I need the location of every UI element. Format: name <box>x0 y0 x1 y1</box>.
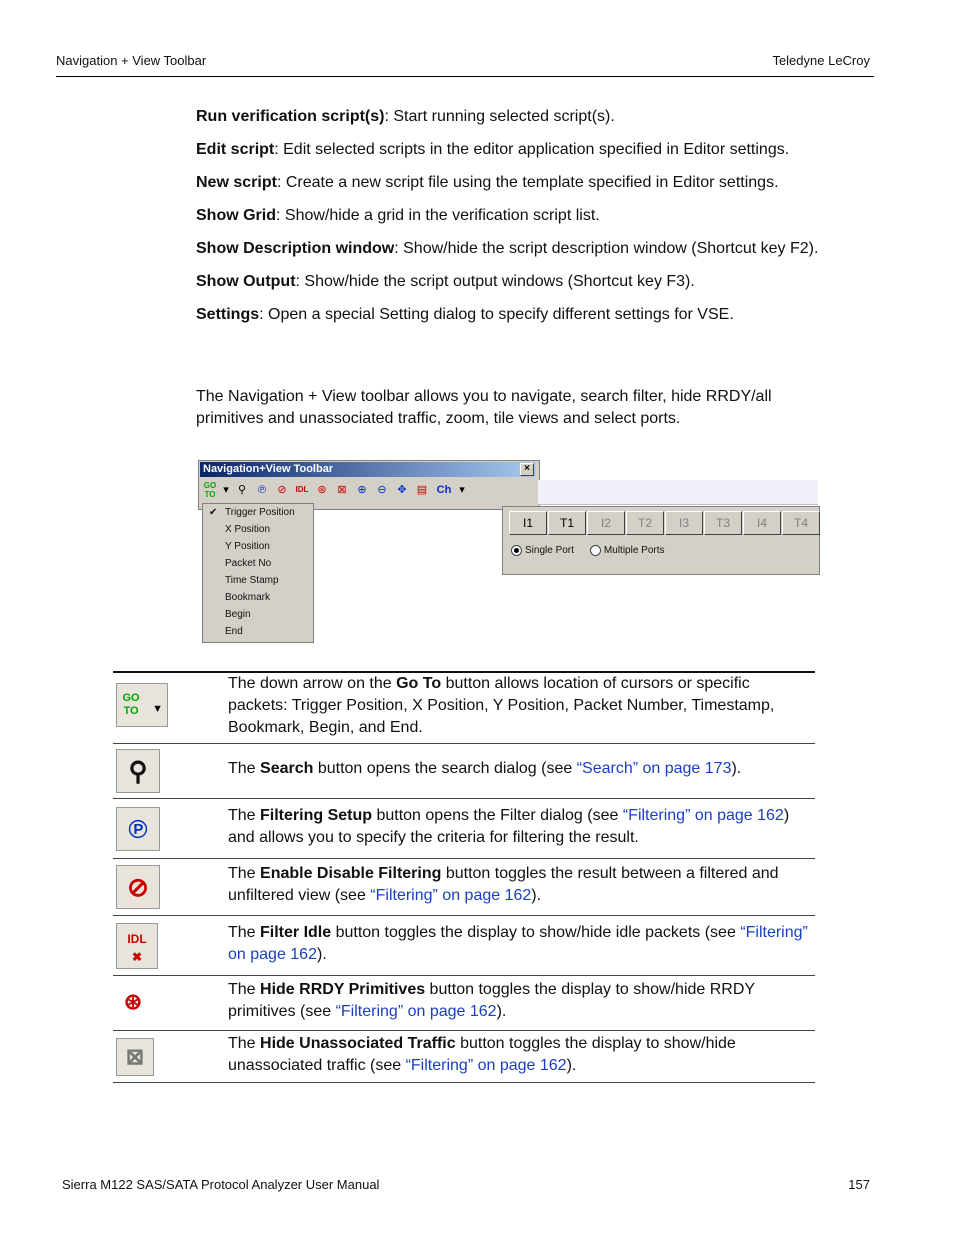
filter-idle-icon[interactable]: IDL <box>295 485 309 494</box>
filtering-link[interactable]: “Filtering” on page 162 <box>370 887 532 904</box>
header-section-title: Navigation + View Toolbar <box>56 53 207 68</box>
menu-item-end[interactable]: End <box>225 626 243 637</box>
port-mode-radios <box>511 545 665 556</box>
filtering-link[interactable]: “Filtering” on page 162 <box>228 923 808 963</box>
hide-unassociated-icon[interactable]: ⊠ <box>337 484 347 496</box>
filter-setup-icon[interactable]: ℗ <box>257 484 267 496</box>
chevron-down-icon[interactable]: ▾ <box>459 484 465 496</box>
page-number: 157 <box>848 1177 870 1192</box>
single-port-radio[interactable]: Single Port <box>511 545 574 556</box>
chevron-down-icon[interactable]: ▾ <box>223 484 229 496</box>
filter-setup-icon: ℗ <box>116 807 160 851</box>
menu-item-packet-no[interactable]: Packet No <box>225 558 272 569</box>
definition-item: Settings: Open a special Setting dialog to specify different settings for VSE. <box>196 306 734 323</box>
zoom-in-icon[interactable]: ⊕ <box>357 484 367 496</box>
port-button[interactable]: T2 <box>626 511 664 535</box>
port-button[interactable]: I2 <box>587 511 625 535</box>
chevron-down-icon: ▼ <box>152 702 163 715</box>
menu-item-y-position[interactable]: Y Position <box>225 541 270 552</box>
port-button[interactable]: I3 <box>665 511 703 535</box>
hide-rrdy-icon: ⊛ <box>116 984 150 1022</box>
filtering-link[interactable]: “Filtering” on page 162 <box>622 806 784 824</box>
port-button[interactable]: I4 <box>743 511 781 535</box>
toolbar-buttons <box>201 481 467 503</box>
table-row: IDL ✖ The Filter Idle button toggles the display to show/hide idle packets (see “Filtering” on page 162). <box>113 916 815 976</box>
port-button[interactable]: T4 <box>782 511 820 535</box>
toolbar-titlebar: Navigation+View Toolbar × <box>200 462 536 477</box>
goto-icon[interactable]: GO TO <box>203 481 217 499</box>
table-row: GO TO ▼ The down arrow on the Go To button allows location of cursors or specific packets: Trigger Position, X Position, Y Position, Packet Number, Timestamp, Bookmark, Begin, and End. <box>113 672 815 744</box>
menu-item-time-stamp[interactable]: Time Stamp <box>225 575 279 586</box>
tile-views-icon[interactable]: ▤ <box>416 484 428 496</box>
hide-unassociated-icon: ⊠ <box>116 1038 154 1076</box>
page-footer <box>62 1177 870 1192</box>
hide-rrdy-icon[interactable]: ⊛ <box>317 484 327 496</box>
goto-icon: GO TO ▼ <box>116 683 168 727</box>
button-description-table <box>113 671 815 1083</box>
toolbar-extension <box>538 480 818 505</box>
menu-item-x-position[interactable]: X Position <box>225 524 271 535</box>
filtering-link[interactable]: “Filtering” on page 162 <box>335 1003 497 1020</box>
port-button[interactable]: T3 <box>704 511 742 535</box>
menu-item-bookmark[interactable]: Bookmark <box>225 592 271 603</box>
zoom-out-icon[interactable]: ⊖ <box>377 484 387 496</box>
header-company: Teledyne LeCroy <box>772 53 870 68</box>
port-button[interactable]: T1 <box>548 511 586 535</box>
page-header <box>56 52 874 77</box>
toolbar-screenshot <box>198 460 820 644</box>
filter-toggle-icon: ⊘ <box>116 865 160 909</box>
port-buttons <box>509 511 820 535</box>
intro-paragraph: The Navigation + View toolbar allows you to navigate, search filter, hide RRDY/all primitives and unassociated traffic, zoom, tile views and select ports. <box>196 388 772 427</box>
binoculars-icon: ⚲ <box>116 749 160 793</box>
multiple-ports-radio[interactable]: Multiple Ports <box>590 545 665 556</box>
move-icon[interactable]: ✥ <box>397 484 407 496</box>
definition-item: Edit script: Edit selected scripts in the editor application specified in Editor settings. <box>196 141 790 158</box>
binoculars-icon[interactable]: ⚲ <box>237 484 247 496</box>
filter-idle-icon: IDL ✖ <box>116 923 158 969</box>
definition-item: New script: Create a new script file using the template specified in Editor settings. <box>196 174 779 191</box>
definitions-list <box>196 106 876 337</box>
definition-item: Show Grid: Show/hide a grid in the verification script list. <box>196 207 600 224</box>
check-icon: ✔ <box>209 507 218 518</box>
goto-dropdown-menu <box>202 503 314 643</box>
port-select-panel <box>502 506 820 575</box>
search-link[interactable]: “Search” on page 173 <box>576 760 732 777</box>
table-row: ⊘ The Enable Disable Filtering button toggles the result between a filtered and unfiltered view (see “Filtering” on page 162). <box>113 859 815 916</box>
table-row: ℗ The Filtering Setup button opens the Filter dialog (see “Filtering” on page 162) and allows you to specify the criteria for filtering the result. <box>113 799 815 859</box>
menu-item-begin[interactable]: Begin <box>225 609 251 620</box>
close-icon[interactable]: × <box>520 463 534 476</box>
footer-manual-title: Sierra M122 SAS/SATA Protocol Analyzer User Manual <box>62 1177 380 1192</box>
table-row: ⊠ The Hide Unassociated Traffic button toggles the display to show/hide unassociated traffic (see “Filtering” on page 162). <box>113 1031 815 1083</box>
definition-item: Show Output: Show/hide the script output windows (Shortcut key F3). <box>196 273 695 290</box>
filtering-link[interactable]: “Filtering” on page 162 <box>405 1056 567 1074</box>
filter-toggle-icon[interactable]: ⊘ <box>277 484 287 496</box>
port-button[interactable]: I1 <box>509 511 547 535</box>
table-row: ⊛ The Hide RRDY Primitives button toggles the display to show/hide RRDY primitives (see “Filtering” on page 162). <box>113 976 815 1031</box>
table-row: ⚲ The Search button opens the search dialog (see “Search” on page 173). <box>113 744 815 799</box>
definition-item: Show Description window: Show/hide the script description window (Shortcut key F2). <box>196 240 819 257</box>
definition-item: Run verification script(s): Start running selected script(s). <box>196 108 615 125</box>
channel-select[interactable]: Ch <box>436 484 452 496</box>
menu-item-trigger-position[interactable]: ✔ Trigger Position <box>203 504 313 521</box>
